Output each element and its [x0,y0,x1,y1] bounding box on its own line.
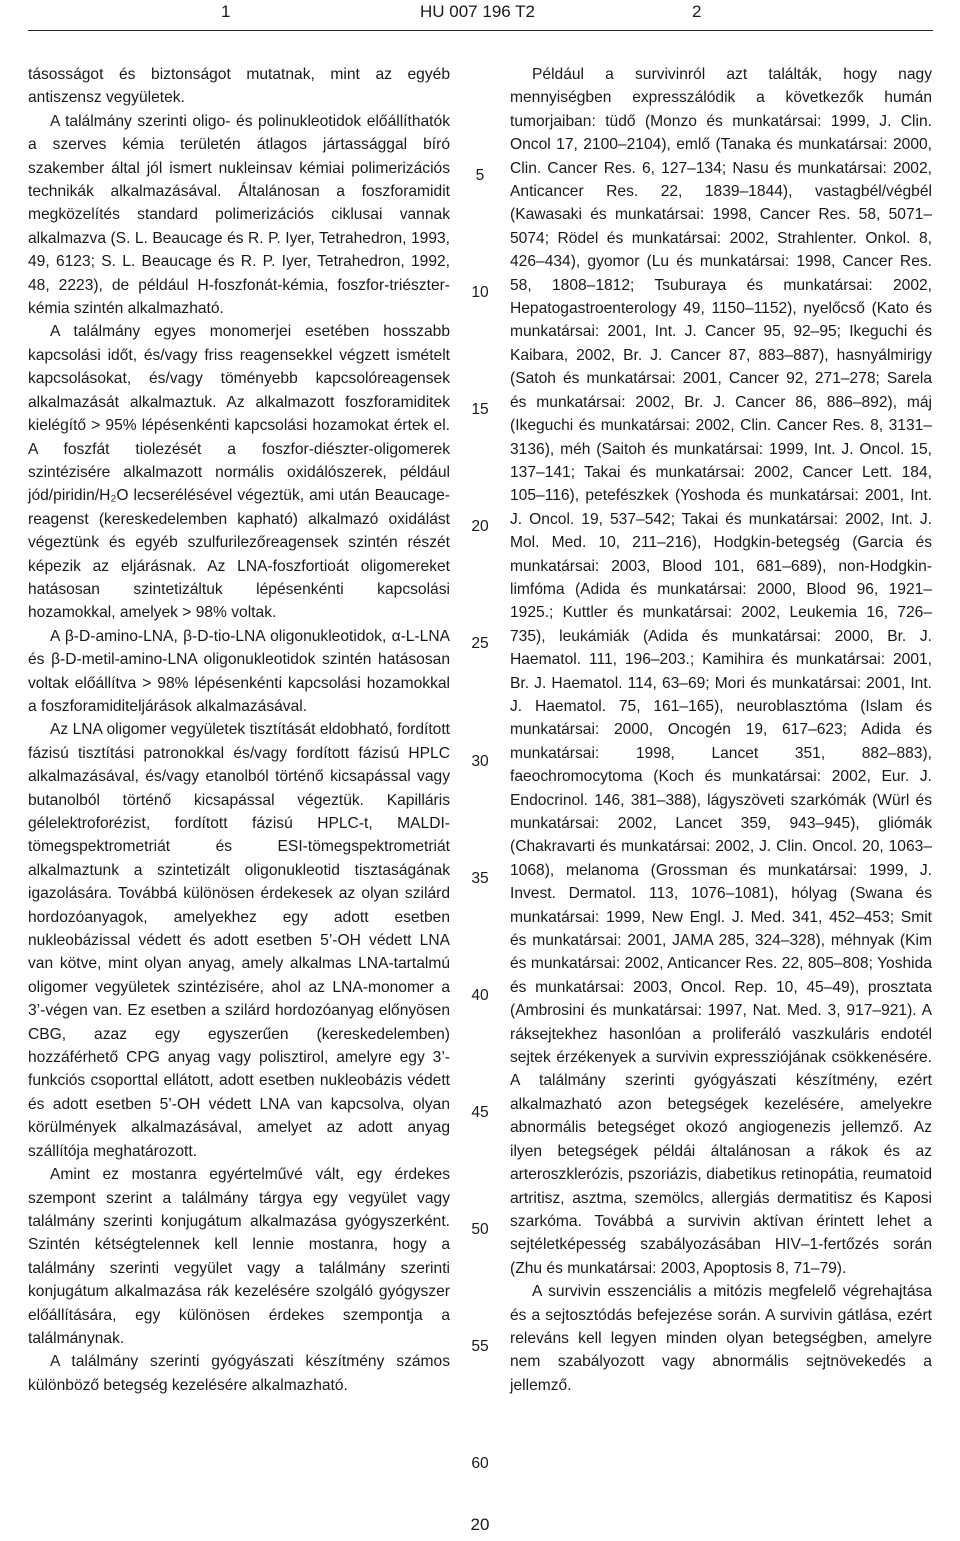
line-number: 15 [471,401,489,419]
right-column [510,63,932,1397]
right-page-number: 2 [692,2,702,21]
paragraph: A találmány szerinti oligo- és polinukleotidok előállíthatók a szerves kémia területén átlagos jártassággal bíró szakember által jól ismert nukleinsav kémiai polimerizációs technikák alkalmazásával. Általánosan a foszforamidit megközelítés standard polimerizációs ciklusai vannak alkalmazva (S. L. Beaucage és R. P. Iyer, Tetrahedron, 1993, 49, 6123; S. L. Beaucage és R. P. Iyer, Tetrahedron, 1992, 48, 2223), de például H-foszfonát-kémia, foszfor-triészter-kémia szintén alkalmazható. [28,112,450,318]
page-header [0,0,960,30]
line-number: 60 [471,1455,489,1473]
paragraph: A β-D-amino-LNA, β-D-tio-LNA oligonukleotidok, α-L-LNA és β-D-metil-amino-LNA oligonukleotidok szintén hatásosan voltak előállítva > 98% lépésenkénti kapcsolási hozamokkal a foszforamiditeljárások alkalmazásával. [28,627,450,715]
line-number: 35 [471,869,489,887]
document-id: HU 007 196 T2 [420,2,535,21]
line-number: 55 [471,1338,489,1355]
paragraph: A találmány egyes monomerjei esetében hosszabb kapcsolási időt, és/vagy friss reagensekkel végzett ismételt kapcsolásokat, és/vagy töményebb kapcsolóreagensek alkalmazását alkalmaztuk. Az alkalmazott foszforamiditek kielégítő > 95% lépésenkénti kapcsolási hozamokat értek el. A foszfát tiolezését a foszfor-diészter-oligomerek szintézisére alkalmazott normális oxidálószerek, például jód/piridin/H₂O lecserélésével végeztük, ami után Beaucage-reagenst (kereskedelemben kapható) alkalmazó oxidálást végeztünk és egyéb szulfurilezőreagensek szintén részét képezik az eljárásnak. Az LNA-foszfortioát oligomereket hatásosan szintetizáltuk lépésenkénti kapcsolási hozamokkal, amelyek > 98% voltak. [28,323,450,622]
line-number: 5 [475,167,485,184]
line-number: 10 [471,284,489,302]
left-column [28,63,450,1397]
paragraph: Például a survivinról azt találták, hogy nagy mennyiségben expresszálódik a következők humán tumorjaiban: tüdő (Monzo és munkatársai: 1999, J. Clin. Oncol 17, 2100–2104), emlő (Tanaka és munkatársai: 2000, Clin. Cancer Res. 6, 127–134; Nasu és munkatársai: 2002, Anticancer Res. 22, 1839–1844), vastagbél/végbél (Kawasaki és munkatársai: 1998, Cancer Res. 58, 5071–5074; Rödel és munkatársai: 2002, Strahlenter. Onkol. 8, 426–434), gyomor (Lu és munkatársai: 1998, Cancer Res. 58, 1808–1812; Tsuburaya és munkatársai: 2002, Hepatogastroenterology 49, 1150–1152), nyelőcső (Kato és munkatársai: 2001, Int. J. Cancer 95, 92–95; Ikeguchi és Kaibara, 2002, Br. J. Cancer 87, 883–887), hasnyálmirigy (Satoh és munkatársai: 2001, Cancer 92, 271–278; Sarela és munkatársai: 2002, Br. J. Cancer 86, 886–892), máj (Ikeguchi és munkatársai: 2002, Clin. Cancer Res. 8, 3131–3136), méh (Saitoh és munkatársai: 1999, Int. J. Oncol. 15, 137–141; Takai és munkatársai: 2002, Cancer Lett. 184, 105–116), petefészkek (Yoshoda és munkatársai: 2001, Int. J. Oncol. 19, 537–542; Takai és munkatársai: 2002, Int. J. Mol. Med. 10, 211–216), Hodgkin-betegség (Garcia és munkatársai: 2003, Blood 101, 681–689), non-Hodgkin-limfóma (Adida és munkatársai: 2000, Blood 96, 1921–1925.; Kuttler és munkatársai: 2002, Leukemia 16, 726–735), leukámiák (Adida és munkatársai: 2000, Br. J. Haematol. 111, 196–203.; Kamihira és munkatársai: 2001, Br. J. Haematol. 114, 63–69; Mori és munkatársai: 2001, Int. J. Haematol. 75, 161–165), neuroblasztóma (Islam és munkatársai: 2000, Oncogén 19, 617–623; Adida és munkatársai: 1998, Lancet 351, 882–883), faeochromocytoma (Koch és munkatársai: 2002, Eur. J. Endocrinol. 146, 381–388), lágyszöveti szarkómák (Würl és munkatársai: 2002, Lancet 359, 943–945), gliómák (Chakravarti és munkatársai: 2002, J. Clin. Oncol. 20, 1063–1068), melanoma (Grossman és munkatársai: 1999, J. Invest. Dermatol. 113, 1076–1081), hólyag (Swana és munkatársai: 1999, New Engl. J. Med. 341, 452–453; Smit és munkatársai: 2001, JAMA 285, 324–328), méhnyak (Kim és munkatársai: 2002, Anticancer Res. 22, 805–808; Yoshida és munkatársai: 2003, Oncol. Rep. 10, 45–49), prosztata (Ambrosini és munkatársai: 1997, Nat. Med. 3, 917–921). A ráksejtekhez hasonlóan a proliferáló vaszkuláris endotél sejtek érzékenyek a survivin expressziójának csökkenésére. A találmány szerinti gyógyászati készítmény, ezért alkalmazható azon betegségek kezelésére, amelyekre abnormális betegséget okozó angiogenezis jellemző. Az ilyen betegségek példái általánosan a rákok és az arteroszklerózis, pszoriázis, diabetikus retinopátia, reumatoid artritisz, asztma, szemölcs, allergiás dermatitisz és Kaposi szarkóma. Továbbá a survivin aktívan érintett lehet a sejtéletképesség szabályozásában HIV–1-fertőzés során (Zhu és munkatársai: 2003, Apoptosis 8, 71–79). [510,66,932,1277]
paragraph: Az LNA oligomer vegyületek tisztítását eldobható, fordított fázisú tisztítási patronokkal és/vagy fordított fázisú HPLC alkalmazásával, és/vagy etanolból történő kicsapással vagy butanolból történő kicsapással végeztük. Kapilláris gélelektroforézist, fordított fázisú HPLC-t, MALDI-tömegspektrometriát és ESI-tömegspektrometriát alkalmaztunk a szintetizált oligonukleotid tisztaságának igazolására. Továbbá különösen érdekesek az olyan szilárd hordozóanyagok, amelyekhez egy adott esetben nukleobázissal védett és adott esetben 5’-OH védett LNA van kötve, mint olyan anyag, amely alkalmas LNA-tartalmú oligomer vegyületek szintézisére, ahol az LNA-monomer a 3’-végen van. Ez esetben a szilárd hordozóanyag előnyösen CBG, azaz egy egyszerűen (kereskedelemben) hozzáférhető CPG anyag vagy polisztirol, amelyre egy 3’-funkciós csoporttal ellátott, adott esetben nukleobázis védett és adott esetben 5’-OH védett LNA van kapcsolva, olyan körülmények alkalmazásával, amelyet az adott anyag szállítója meghatározott. [28,721,450,1160]
line-number: 50 [471,1220,489,1238]
paragraph: tásosságot és biztonságot mutatnak, mint az egyéb antiszensz vegyületek. [28,66,450,107]
page-footer-number: 20 [470,1515,490,1534]
paragraph: A találmány szerinti gyógyászati készítmény számos különböző betegség kezelésére alkalmazható. [28,1353,450,1394]
left-page-number: 1 [221,2,231,21]
line-number: 40 [471,986,489,1004]
line-number: 25 [471,635,489,653]
header-rule [28,30,933,31]
line-number: 20 [471,518,489,536]
line-number: 30 [471,752,489,770]
paragraph: Amint ez mostanra egyértelművé vált, egy érdekes szempont szerint a találmány tárgya egy vegyület vagy találmány szerinti konjugátum alkalmazása gyógyszerként. Szintén kétségtelennek kell lennie mostanra, hogy a találmány szerinti vegyület vagy a találmány szerinti konjugátum alkalmazása rák kezelésére szolgáló gyógyszer előállítására, egy különösen érdekes szempontja a találmánynak. [28,1166,450,1347]
line-number: 45 [471,1103,489,1121]
paragraph: A survivin esszenciális a mitózis megfelelő végrehajtása és a sejtosztódás befejezése során. A survivin gátlása, ezért releváns kell legyen minden olyan betegségben, amelyre nem szabályozott vagy abnormális sejtnövekedés a jellemző. [510,1283,932,1394]
